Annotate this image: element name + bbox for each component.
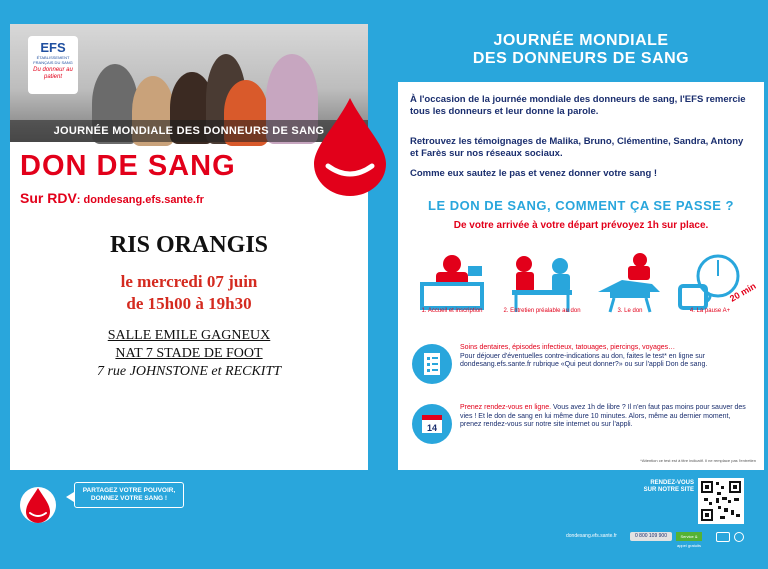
app-store-icon[interactable] xyxy=(716,532,730,542)
footer-website[interactable]: dondesang.efs.sante.fr xyxy=(566,533,617,539)
how-it-works-title: LE DON DE SANG, COMMENT ÇA SE PASSE ? xyxy=(428,198,734,213)
qr-label xyxy=(640,480,694,494)
blood-drop-icon xyxy=(312,96,388,196)
speech-bubble-tail xyxy=(66,492,74,502)
event-venue-detail: NAT 7 STADE DE FOOT xyxy=(115,346,263,361)
don-de-sang-title: DON DE SANG xyxy=(20,150,236,182)
event-date: le mercredi 07 juin xyxy=(120,272,258,291)
appointment-note-body: Vous avez 1h de libre ? Il n'en faut pas moins pour sauver des vies ! Et le don de sang en lui même dure 10 minutes. Alors, même au dernier moment, prenez rendez-vous sur notre site internet ou sur l'appli. xyxy=(460,404,746,428)
right-title-line2: DES DONNEURS DE SANG xyxy=(472,50,690,67)
how-it-works-subtitle: De votre arrivée à votre départ prévoyez 1h sur place. xyxy=(453,220,709,231)
efs-logo-sub: ÉTABLISSEMENT FRANÇAIS DU SANG xyxy=(33,55,73,65)
efs-logo-tagline: Du donneur au patient xyxy=(33,67,73,80)
eligibility-note xyxy=(412,344,752,388)
appointment-note-text xyxy=(460,404,752,430)
appointment-note xyxy=(412,404,752,454)
blood-drop-small-icon xyxy=(20,482,56,528)
test-footnote: *Attention ce test est à titre indicatif. Il ne remplace pas l'entretien xyxy=(640,458,756,463)
eligibility-note-body: Pour déjouer d'éventuelles contre-indications au don, faites le test* en ligne sur dondesang.efs.sante.fr rubrique «Qui peut donner?» ou sur l'appli Don de sang. xyxy=(460,352,708,368)
rdv-prefix: Sur RDV xyxy=(20,190,77,206)
rdv-line xyxy=(20,190,204,206)
event-city: RIS ORANGIS xyxy=(109,232,269,258)
rdv-website: : dondesang.efs.sante.fr xyxy=(76,194,204,206)
event-venue: SALLE EMILE GAGNEUX xyxy=(107,328,271,343)
testimonials-paragraph: Retrouvez les témoignages de Malika, Bruno, Clémentine, Sandra, Antony et Farès sur nos réseaux sociaux. xyxy=(410,136,744,159)
qr-code[interactable] xyxy=(698,478,744,524)
calendar-icon xyxy=(412,404,452,444)
checklist-icon xyxy=(412,344,452,384)
share-slogan-line1: PARTAGEZ VOTRE POUVOIR, xyxy=(82,487,176,494)
footer-phone: 0 800 109 900 xyxy=(630,532,672,541)
social-icon[interactable] xyxy=(734,532,744,542)
timer-label: 20 min xyxy=(728,280,758,304)
event-street-address: 7 rue JOHNSTONE et RECKITT xyxy=(96,364,282,379)
qr-label-line2: SUR NOTRE SITE xyxy=(643,487,694,493)
right-title-line1: JOURNÉE MONDIALE xyxy=(493,32,669,49)
eligibility-note-highlight: Soins dentaires, épisodes infectieux, tatouages, piercings, voyages… xyxy=(460,344,676,351)
share-slogan-bubble xyxy=(74,482,184,508)
photo-caption: JOURNÉE MONDIALE DES DONNEURS DE SANG xyxy=(10,120,368,142)
step-label-1: 1. Accueil et inscription xyxy=(421,308,483,314)
call-to-action: Comme eux sautez le pas et venez donner votre sang ! xyxy=(410,168,658,179)
calendar-day: 14 xyxy=(426,423,438,433)
event-hours: de 15h00 à 19h30 xyxy=(126,294,252,313)
efs-logo xyxy=(28,36,78,94)
left-poster-card xyxy=(10,24,368,470)
step-label-2: 2. Entretien préalable au don xyxy=(503,308,581,314)
efs-logo-mark: EFS xyxy=(40,40,66,55)
qr-label-line1: RENDEZ-VOUS xyxy=(650,480,694,486)
right-info-card xyxy=(398,82,764,470)
share-slogan-line2: DONNEZ VOTRE SANG ! xyxy=(90,495,168,502)
eligibility-note-text xyxy=(460,344,752,370)
appointment-note-highlight: Prenez rendez-vous en ligne. xyxy=(460,404,552,411)
step-label-3: 3. Le don xyxy=(617,308,643,314)
footer-phone-note: Service & appel gratuits xyxy=(676,534,701,548)
intro-paragraph: À l'occasion de la journée mondiale des donneurs de sang, l'EFS remercie tous les donneurs et leur donne la parole. xyxy=(410,94,746,117)
step-label-4: 4. La pause A+ xyxy=(689,308,731,314)
